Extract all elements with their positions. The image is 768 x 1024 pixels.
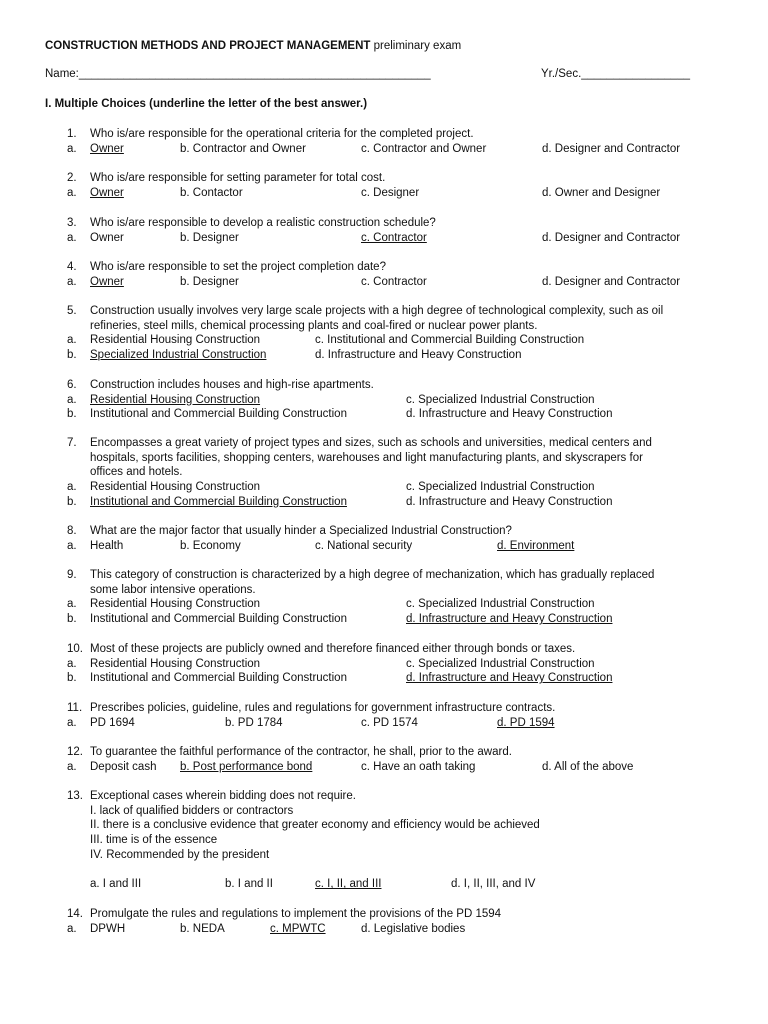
question-text: Prescribes policies, guideline, rules and regulations for government infrastructure contracts. [90,702,556,714]
question-8 [45,524,735,553]
choice-underlined-answer: c. Contractor [361,231,427,244]
question-9 [45,568,735,627]
choice-option: Residential Housing Construction [90,334,261,347]
choice-option: c. Specialized Industrial Construction [406,481,595,494]
question-text-row [45,701,735,716]
choice-underlined-answer: Owner [90,142,124,155]
choice-underlined-answer: b. Post performance bond [180,760,313,773]
question-11 [45,701,735,730]
question-text: To guarantee the faithful performance of the contractor, he shall, prior to the award. [90,746,512,758]
choice-option: a. [67,142,77,155]
question-text-row [45,465,735,480]
question-number: 7. [67,437,77,449]
question-number: 4. [67,261,77,273]
choice-option: a. [67,481,77,494]
choice-option: a. [67,275,77,288]
choice-row [45,922,735,937]
choice-option: c. Contractor [361,275,427,288]
choice-underlined-answer: d. Infrastructure and Heavy Construction [406,672,613,685]
question-text: Most of these projects are publicly owned and therefore financed either through bonds or taxes. [90,643,576,655]
question-number: 9. [67,569,77,581]
choice-option: a. [67,186,77,199]
choice-row [45,407,735,422]
question-number: 3. [67,217,77,229]
choice-row [45,539,735,554]
question-text: What are the major factor that usually hinder a Specialized Industrial Construction? [90,525,512,537]
question-text: I. lack of qualified bidders or contractors [90,804,294,817]
choice-option: d. I, II, III, and IV [451,878,536,891]
choice-row [45,348,735,363]
question-number: 6. [67,379,77,391]
exam-title [45,40,461,52]
question-text-row [45,127,735,142]
choice-option: Institutional and Commercial Building Construction [90,672,347,685]
question-text: Construction usually involves very large scale projects with a high degree of technological complexity, such as oil [90,305,664,317]
choice-option: b. PD 1784 [225,716,283,729]
choice-underlined-answer: d. PD 1594 [497,716,555,729]
question-2 [45,171,735,200]
choice-row [45,186,735,201]
choice-option: DPWH [90,922,126,935]
choice-option: c. Specialized Industrial Construction [406,598,595,611]
choice-underlined-answer: c. I, II, and III [315,878,382,891]
choice-option: d. Designer and Contractor [542,231,681,244]
question-10 [45,642,735,686]
question-14 [45,907,735,936]
question-text-row [45,436,735,451]
choice-option: Health [90,539,124,552]
question-text: hospitals, sports facilities, shopping centers, warehouses and light manufacturing plants, and skyscrapers for [90,451,643,464]
choice-option: Owner [90,231,124,244]
question-text: refineries, steel mills, chemical processing plants and coal-fired or nuclear power plants. [90,319,538,332]
choice-option: a. [67,922,77,935]
question-text: Construction includes houses and high-rise apartments. [90,379,374,391]
choice-option: a. [67,231,77,244]
question-text-row [45,804,735,819]
choice-underlined-answer: Owner [90,186,124,199]
question-text: This category of construction is characterized by a high degree of mechanization, which has gradually replaced [90,569,655,581]
choice-option: Residential Housing Construction [90,598,261,611]
question-text-row [45,304,735,319]
choice-option: Residential Housing Construction [90,481,261,494]
choice-option: d. Legislative bodies [361,922,466,935]
section-heading: I. Multiple Choices (underline the letter of the best answer.) [45,98,368,110]
question-number: 12. [67,746,83,758]
choice-option: Deposit cash [90,760,157,773]
question-text: offices and hotels. [90,466,183,479]
question-text: III. time is of the essence [90,834,218,847]
question-text: Exceptional cases wherein bidding does not require. [90,790,356,802]
choice-row [45,480,735,495]
choice-row [45,142,735,157]
choice-option: b. NEDA [180,922,225,935]
question-3 [45,216,735,245]
question-text-row [45,451,735,466]
question-text-row [45,745,735,760]
question-text-row [45,568,735,583]
question-text-row [45,260,735,275]
choice-option: b. Economy [180,539,241,552]
question-text-row [45,378,735,393]
exam-title-sub: preliminary exam [373,40,462,52]
choice-option: a. [67,716,77,729]
question-text-row [45,907,735,922]
question-number: 8. [67,525,77,537]
choice-option: a. [67,539,77,552]
question-6 [45,378,735,422]
choice-row [45,716,735,731]
choice-underlined-answer: c. MPWTC [270,922,326,935]
choice-option: c. Institutional and Commercial Building Construction [315,334,585,347]
choice-option: a. [67,657,77,670]
spacer [45,862,735,877]
choice-row [45,495,735,510]
exam-title-main: CONSTRUCTION METHODS AND PROJECT MANAGEMENT [45,40,371,52]
question-text-row [45,171,735,186]
choice-option: b. Contractor and Owner [180,142,306,155]
choice-underlined-answer: Owner [90,275,124,288]
choice-option: b. [67,613,77,626]
question-text-row [45,216,735,231]
question-number: 2. [67,172,77,184]
choice-row [45,671,735,686]
choice-row [45,597,735,612]
question-text-row [45,642,735,657]
choice-underlined-answer: d. Infrastructure and Heavy Construction [406,613,613,626]
choice-option: Institutional and Commercial Building Construction [90,613,347,626]
question-4 [45,260,735,289]
question-text: Who is/are responsible to set the project completion date? [90,261,386,273]
choice-option: c. Specialized Industrial Construction [406,657,595,670]
question-text: Promulgate the rules and regulations to implement the provisions of the PD 1594 [90,908,502,920]
choice-underlined-answer: Residential Housing Construction [90,393,261,406]
choice-row [45,877,735,892]
choice-row [45,231,735,246]
question-number: 5. [67,305,77,317]
question-number: 1. [67,128,77,140]
choice-option: a. I and III [90,878,142,891]
choice-option: PD 1694 [90,716,135,729]
name-field: Name:_______________________________________________________ [45,68,431,80]
choice-row [45,275,735,290]
question-5 [45,304,735,363]
choice-option: a. [67,334,77,347]
choice-option: c. Designer [361,186,420,199]
question-text: some labor intensive operations. [90,583,256,596]
choice-option: c. Have an oath taking [361,760,476,773]
choice-option: d. Designer and Contractor [542,275,681,288]
question-text-row [45,833,735,848]
question-text: IV. Recommended by the president [90,848,270,861]
question-text: Who is/are responsible for the operational criteria for the completed project. [90,128,474,140]
choice-option: b. [67,408,77,421]
choice-option: b. [67,349,77,362]
choice-underlined-answer: Specialized Industrial Construction [90,349,267,362]
choice-underlined-answer: Institutional and Commercial Building Construction [90,495,347,508]
choice-row [45,333,735,348]
question-number: 13. [67,790,83,802]
choice-option: d. Infrastructure and Heavy Construction [315,349,522,362]
question-1 [45,127,735,156]
question-text-row [45,583,735,598]
question-text-row [45,818,735,833]
choice-option: Residential Housing Construction [90,657,261,670]
question-12 [45,745,735,774]
choice-row [45,393,735,408]
choice-option: d. Infrastructure and Heavy Construction [406,408,613,421]
year-section-field: Yr./Sec._________________ [541,68,690,80]
question-text-row [45,524,735,539]
choice-option: d. All of the above [542,760,634,773]
choice-option: b. [67,495,77,508]
choice-option: Institutional and Commercial Building Construction [90,408,347,421]
question-text-row [45,789,735,804]
question-7 [45,436,735,509]
question-text: Who is/are responsible for setting parameter for total cost. [90,172,386,184]
question-text: Encompasses a great variety of project types and sizes, such as schools and universities, medical centers and [90,437,652,449]
choice-option: c. National security [315,539,413,552]
question-text: II. there is a conclusive evidence that greater economy and efficiency would be achieved [90,819,540,832]
choice-row [45,612,735,627]
choice-option: c. Contractor and Owner [361,142,487,155]
choice-option: d. Infrastructure and Heavy Construction [406,495,613,508]
question-text: Who is/are responsible to develop a realistic construction schedule? [90,217,436,229]
choice-option: b. Designer [180,275,239,288]
choice-option: b. Designer [180,231,239,244]
choice-option: a. [67,760,77,773]
question-number: 11. [67,702,83,714]
choice-option: c. PD 1574 [361,716,418,729]
choice-option: a. [67,598,77,611]
choice-row [45,657,735,672]
choice-option: b. I and II [225,878,273,891]
question-text-row [45,319,735,334]
question-number: 14. [67,908,83,920]
question-13 [45,789,735,892]
choice-option: c. Specialized Industrial Construction [406,393,595,406]
question-number: 10. [67,643,83,655]
choice-underlined-answer: d. Environment [497,539,575,552]
choice-option: b. [67,672,77,685]
choice-option: b. Contactor [180,186,243,199]
choice-option: d. Designer and Contractor [542,142,681,155]
question-text-row [45,848,735,863]
choice-option: d. Owner and Designer [542,186,661,199]
choice-row [45,760,735,775]
choice-option: a. [67,393,77,406]
